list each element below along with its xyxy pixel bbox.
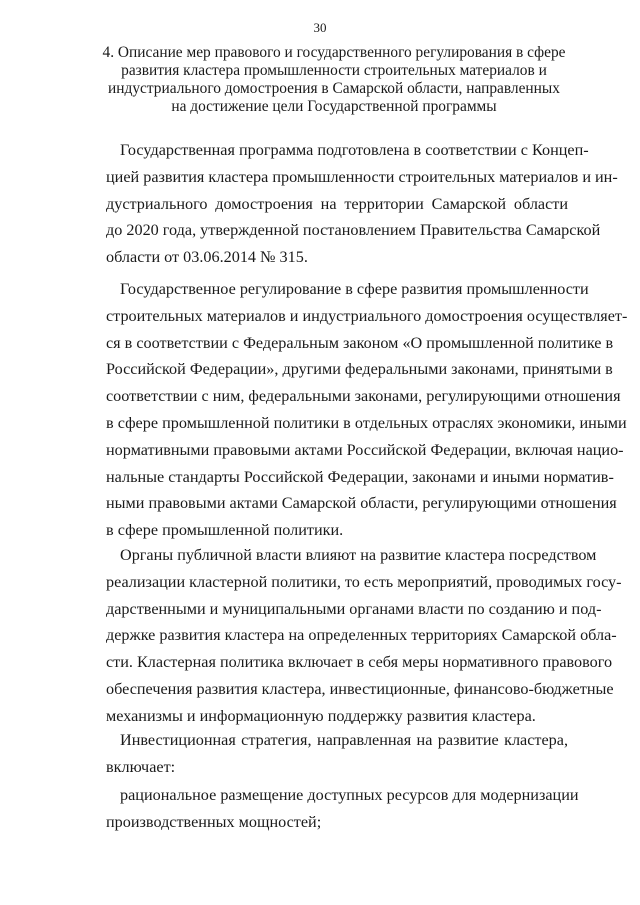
paragraph-line: области от 03.06.2014 № 315. <box>106 248 308 267</box>
section-title-line: 4. Описание мер правового и государственного регулирования в сфере <box>102 44 566 61</box>
paragraph-line: дустриального домостроения на территории Самарской области <box>106 194 568 213</box>
section-title-line: индустриального домостроения в Самарской области, направленных <box>108 80 560 97</box>
paragraph-line: строительных материалов и индустриального домостроения осуществляет- <box>106 306 628 325</box>
paragraph <box>106 276 628 544</box>
paragraph <box>106 727 568 781</box>
paragraph-line: дарственными и муниципальными органами власти по созданию и под- <box>106 599 602 618</box>
paragraph-line: механизмы и информационную поддержку развития кластера. <box>106 706 536 725</box>
section-title <box>60 44 608 116</box>
paragraph <box>106 782 579 836</box>
paragraph-line: нальные стандарты Российской Федерации, законами и иными норматив- <box>106 467 614 486</box>
paragraph-line: в сфере промышленной политики. <box>106 521 344 540</box>
paragraph-line: Российской Федерации», другими федеральными законами, принятыми в <box>106 360 613 379</box>
paragraph-line: включает: <box>106 757 176 776</box>
paragraph-line: ными правовыми актами Самарской области, регулирующими отношения <box>106 494 617 513</box>
page-number: 30 <box>313 20 327 35</box>
paragraph <box>106 137 618 271</box>
section-title-line: развития кластера промышленности строительных материалов и <box>121 62 547 79</box>
paragraph-line: цией развития кластера промышленности строительных материалов и ин- <box>106 167 618 186</box>
paragraph-line: соответствии с ним, федеральными законами, регулирующими отношения <box>106 387 621 406</box>
paragraph-line: рациональное размещение доступных ресурсов для модернизации <box>120 786 579 804</box>
paragraph-line: Государственная программа подготовлена в соответствии с Концеп- <box>120 141 589 159</box>
paragraph-line: сти. Кластерная политика включает в себя меры нормативного правового <box>106 653 613 672</box>
paragraph-line: в сфере промышленной политики в отдельных отраслях экономики, иными <box>106 413 627 432</box>
paragraph-line: Инвестиционная стратегия, направленная на развитие кластера, <box>120 731 568 749</box>
paragraph-line: ся в соответствии с Федеральным законом «О промышленной политике в <box>106 333 614 352</box>
paragraph-line: держке развития кластера на определенных территориях Самарской обла- <box>106 626 617 645</box>
paragraph-line: Государственное регулирование в сфере развития промышленности <box>120 280 589 298</box>
paragraph-line: реализации кластерной политики, то есть мероприятий, проводимых госу- <box>106 572 622 591</box>
section-title-line: на достижение цели Государственной программы <box>171 98 497 115</box>
paragraph-line: Органы публичной власти влияют на развитие кластера посредством <box>120 546 597 564</box>
paragraph-line: производственных мощностей; <box>106 812 322 831</box>
paragraph-line: обеспечения развития кластера, инвестиционные, финансово-бюджетные <box>106 679 614 698</box>
paragraph <box>106 542 622 730</box>
paragraph-line: нормативными правовыми актами Российской Федерации, включая нацио- <box>106 440 624 459</box>
paragraph-line: до 2020 года, утвержденной постановлением Правительства Самарской <box>106 221 601 240</box>
